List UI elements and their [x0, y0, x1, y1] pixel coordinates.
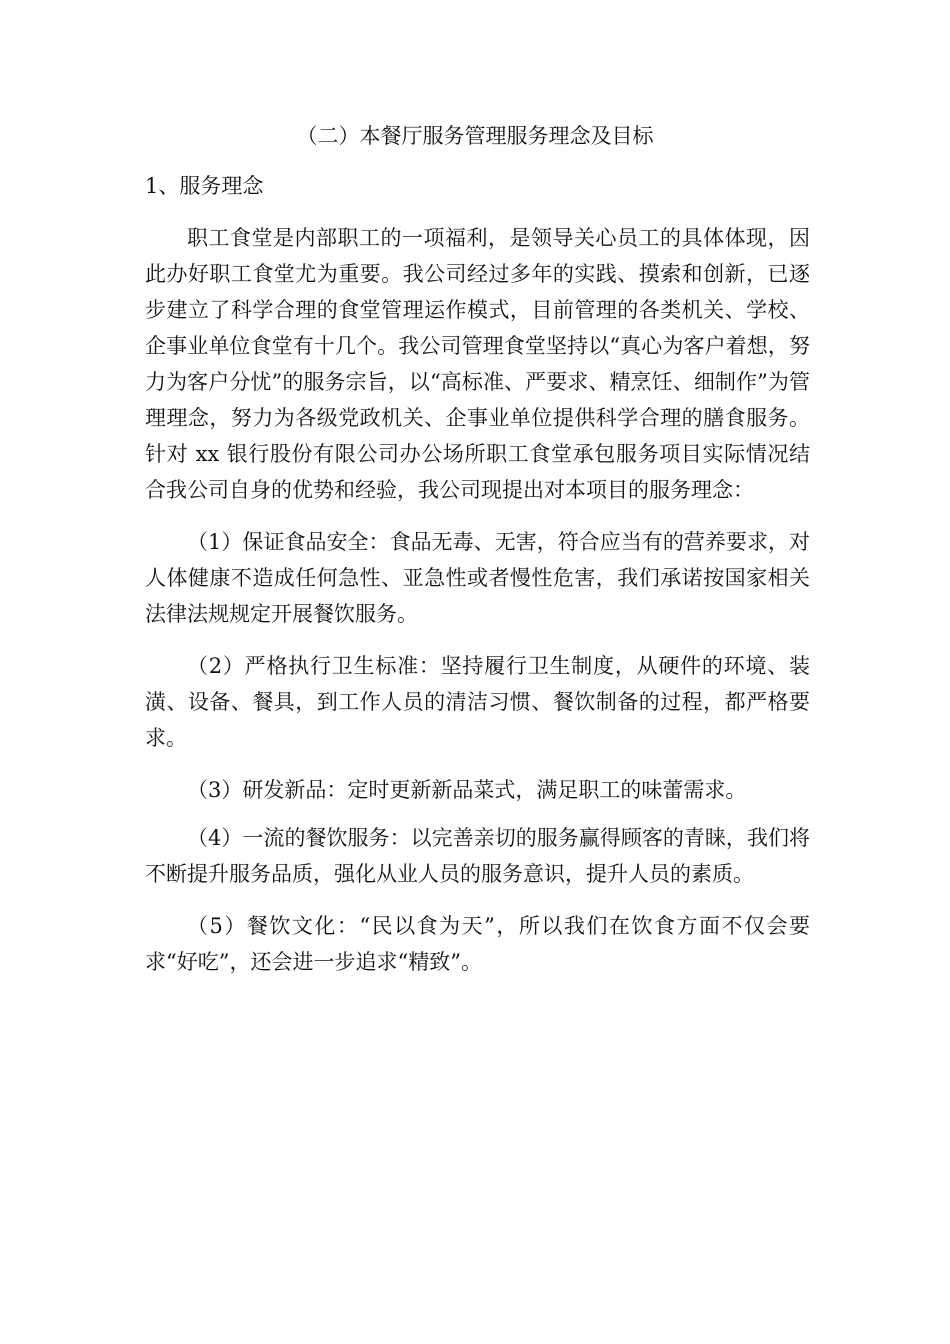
paragraph-intro: 职工食堂是内部职工的一项福利，是领导关心员工的具体体现，因此办好职工食堂尤为重要。我公司经过多年的实践、摸索和创新，已逐步建立了科学合理的食堂管理运作模式，目前管理的各类机关、学校、企事业单位食堂有十几个。我公司管理食堂坚持以“真心为客户着想，努力为客户分忧”的服务宗旨，以“高标准、严要求、精烹饪、细制作”为管理理念，努力为各级党政机关、企事业单位提供科学合理的膳食服务。针对 xx 银行股份有限公司办公场所职工食堂承包服务项目实际情况结合我公司自身的优势和经验，我公司现提出对本项目的服务理念： [145, 226, 810, 502]
paragraph-catering-culture: （5）餐饮文化：“民以食为天”，所以我们在饮食方面不仅会要求“好吃”，还会进一步追求“精致”。 [145, 914, 810, 974]
document-body [145, 168, 810, 996]
paragraph-new-products: （3）研发新品：定时更新新品菜式，满足职工的味蕾需求。 [187, 778, 747, 802]
paragraph-hygiene-standards: （2）严格执行卫生标准：坚持履行卫生制度，从硬件的环境、装潢、设备、餐具，到工作人员的清洁习惯、餐饮制备的过程，都严格要求。 [145, 654, 810, 750]
document-title: （二）本餐厅服务管理服务理念及目标 [296, 124, 654, 148]
paragraph-catering-service: （4）一流的餐饮服务：以完善亲切的服务赢得顾客的青睐，我们将不断提升服务品质，强化从业人员的服务意识，提升人员的素质。 [145, 826, 810, 886]
paragraph-food-safety: （1）保证食品安全：食品无毒、无害，符合应当有的营养要求，对人体健康不造成任何急性、亚急性或者慢性危害，我们承诺按国家相关法律法规规定开展餐饮服务。 [145, 530, 810, 626]
section-heading: 1、服务理念 [145, 174, 264, 198]
